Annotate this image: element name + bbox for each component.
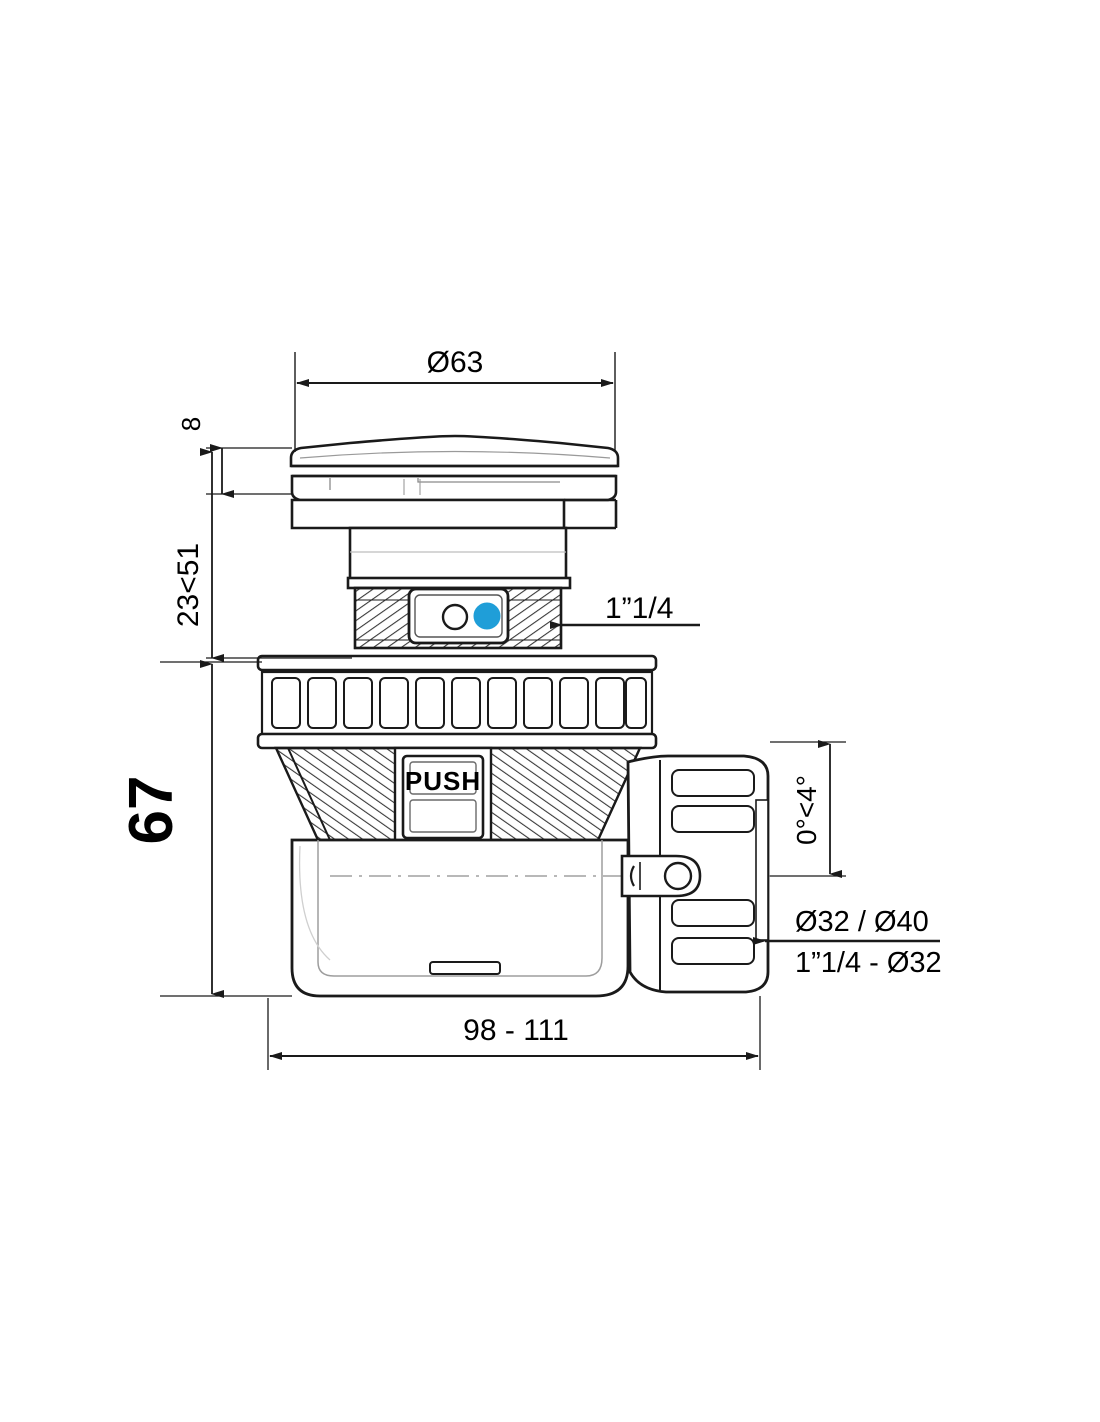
dim-cap-thickness: 8: [176, 416, 206, 432]
side-outlet: [622, 756, 768, 992]
callout-thread: 1”1/4: [605, 592, 674, 625]
dim-outlet-angle: 0°<4°: [791, 775, 822, 845]
dim-total-length: 98 - 111: [463, 1014, 569, 1047]
dim-adjustable-height: 23<51: [172, 542, 205, 628]
upper-shank: [348, 528, 570, 588]
dim-cap-diameter: Ø63: [426, 346, 484, 379]
callout-outlet-diameters: Ø32 / Ø40: [795, 906, 929, 938]
callout-outlet-thread: 1”1/4 - Ø32: [795, 947, 942, 979]
knurled-collar: [258, 656, 656, 748]
indicator-blue-dot: [474, 603, 500, 629]
indicator-tag: [409, 589, 508, 643]
indicator-open-circle: [443, 605, 467, 629]
product-geometry: [258, 436, 770, 996]
push-label: PUSH: [404, 766, 482, 796]
dim-total-height: 67: [117, 775, 186, 845]
cap-assembly: [291, 436, 618, 528]
